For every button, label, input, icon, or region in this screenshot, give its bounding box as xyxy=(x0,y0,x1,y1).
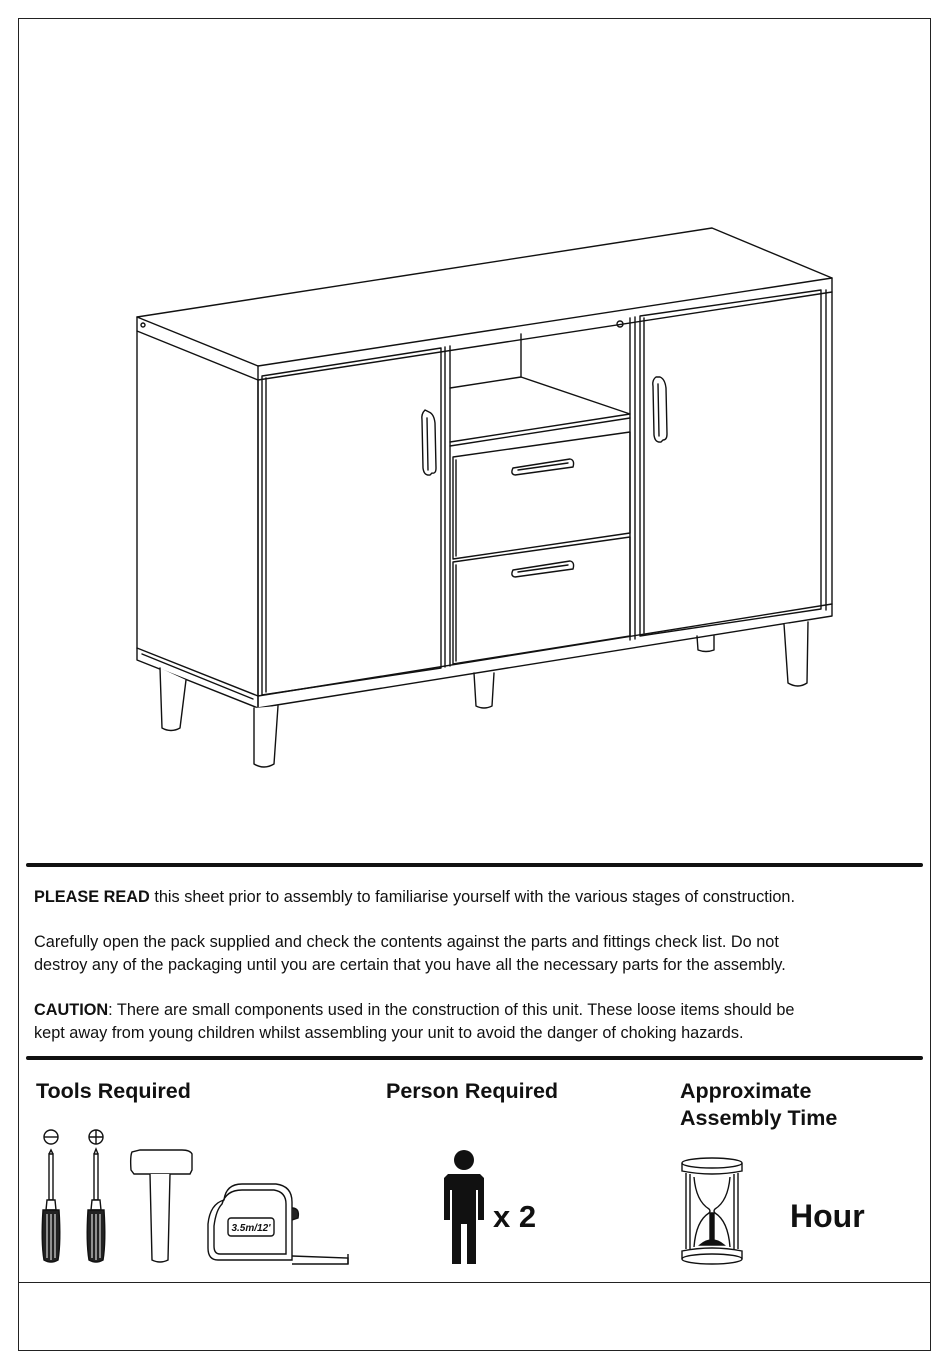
check-contents-line2: destroy any of the packaging until you are certain that you have all the necessary parts for the assembly. xyxy=(34,956,786,974)
time-value: Hour xyxy=(790,1198,865,1234)
persons-heading: Person Required xyxy=(386,1079,559,1103)
flat-screwdriver-icon xyxy=(42,1130,60,1262)
hourglass-icon xyxy=(676,1155,748,1267)
hammer-icon xyxy=(131,1150,192,1262)
please-read-line: PLEASE READ this sheet prior to assembly to familiarise yourself with the various stages of construction. xyxy=(34,888,796,906)
phillips-screwdriver-icon xyxy=(87,1130,105,1262)
caution-line2: kept away from young children whilst assembling your unit to avoid the danger of choking hazards. xyxy=(34,1024,744,1042)
persons-count: x 2 xyxy=(493,1199,537,1234)
section-divider-bottom xyxy=(26,1056,923,1060)
person-icon xyxy=(440,1148,488,1266)
tape-label: 3.5m/12' xyxy=(231,1223,271,1234)
instructions-text xyxy=(34,886,914,1045)
time-heading-line1: Approximate xyxy=(680,1079,812,1103)
tools-heading: Tools Required xyxy=(36,1079,191,1103)
section-divider-top xyxy=(26,863,923,867)
time-heading-line2: Assembly Time xyxy=(680,1106,838,1130)
tools-icons xyxy=(30,1122,360,1272)
tape-measure-icon xyxy=(208,1184,348,1264)
footer-divider xyxy=(18,1282,931,1283)
check-contents-line1: Carefully open the pack supplied and check the contents against the parts and fittings check list. Do not xyxy=(34,933,779,951)
caution-line1: CAUTION: There are small components used in the construction of this unit. These loose items should be xyxy=(34,1001,795,1019)
